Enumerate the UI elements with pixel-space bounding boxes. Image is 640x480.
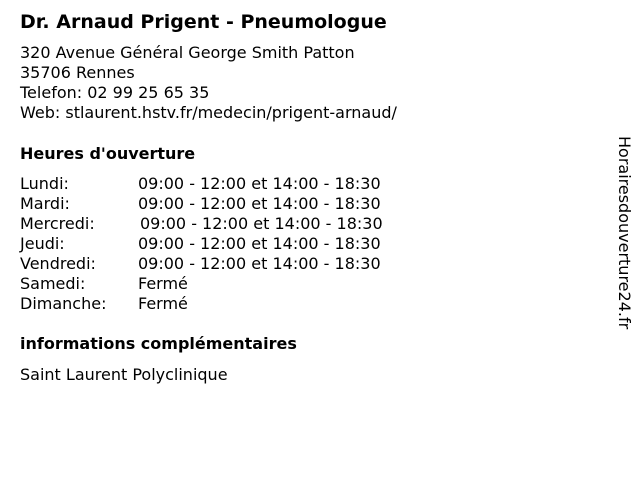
opening-hours-heading: Heures d'ouverture bbox=[20, 144, 196, 163]
hours-row-friday bbox=[20, 254, 440, 274]
day-label: Mardi: bbox=[20, 194, 70, 213]
hours-row-monday bbox=[20, 174, 440, 194]
website-link[interactable]: Web: stlaurent.hstv.fr/medecin/prigent-arnaud/ bbox=[20, 103, 397, 122]
page-title: Dr. Arnaud Prigent - Pneumologue bbox=[20, 11, 387, 33]
day-hours: Fermé bbox=[138, 274, 188, 293]
day-hours: 09:00 - 12:00 et 14:00 - 18:30 bbox=[138, 174, 381, 193]
day-hours: 09:00 - 12:00 et 14:00 - 18:30 bbox=[140, 214, 383, 233]
site-watermark: Horairesdouverture24.fr bbox=[615, 136, 634, 330]
additional-info-heading: informations complémentaires bbox=[20, 334, 297, 353]
day-hours: Fermé bbox=[138, 294, 188, 313]
hours-row-tuesday bbox=[20, 194, 440, 214]
hours-row-wednesday bbox=[20, 214, 440, 234]
day-hours: 09:00 - 12:00 et 14:00 - 18:30 bbox=[138, 194, 381, 213]
opening-hours-table bbox=[20, 174, 440, 314]
hours-row-sunday bbox=[20, 294, 440, 314]
day-label: Dimanche: bbox=[20, 294, 107, 313]
city-postcode: 35706 Rennes bbox=[20, 63, 135, 82]
day-label: Samedi: bbox=[20, 274, 86, 293]
hours-row-saturday bbox=[20, 274, 440, 294]
day-label: Lundi: bbox=[20, 174, 69, 193]
address-block bbox=[20, 43, 397, 123]
day-label: Jeudi: bbox=[20, 234, 65, 253]
hours-row-thursday bbox=[20, 234, 440, 254]
additional-info-text: Saint Laurent Polyclinique bbox=[20, 365, 228, 384]
day-label: Mercredi: bbox=[20, 214, 95, 233]
phone-number: Telefon: 02 99 25 65 35 bbox=[20, 83, 210, 102]
day-label: Vendredi: bbox=[20, 254, 96, 273]
day-hours: 09:00 - 12:00 et 14:00 - 18:30 bbox=[138, 254, 381, 273]
day-hours: 09:00 - 12:00 et 14:00 - 18:30 bbox=[138, 234, 381, 253]
street-address: 320 Avenue Général George Smith Patton bbox=[20, 43, 355, 62]
